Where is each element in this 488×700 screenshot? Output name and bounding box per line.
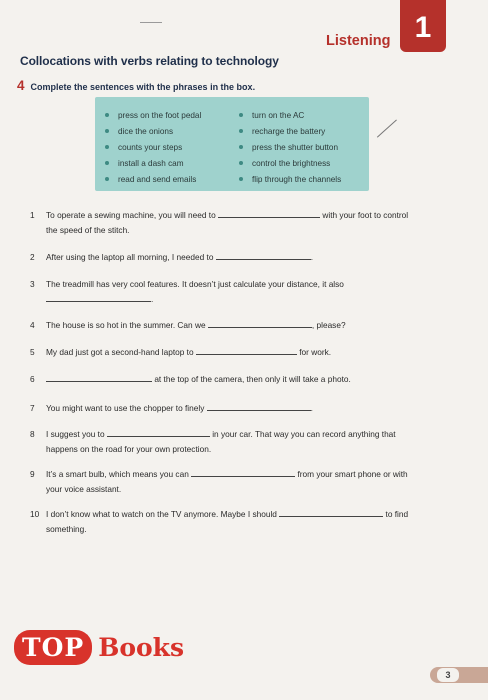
answer-blank[interactable] (46, 293, 151, 302)
sentence-item: 6 at the top of the camera, then only it will take a photo. (30, 372, 450, 387)
bullet-icon (105, 113, 109, 117)
page-title: Collocations with verbs relating to technology (20, 54, 279, 68)
sentence-item: 2 After using the laptop all morning, I needed to . (30, 250, 450, 265)
bullet-icon (239, 113, 243, 117)
exercise-number: 4 (17, 78, 25, 93)
bullet-icon (105, 129, 109, 133)
phrase-item: flip through the channels (239, 171, 341, 187)
answer-blank[interactable] (207, 402, 311, 411)
bullet-icon (105, 177, 109, 181)
logo-top-text: TOP (14, 630, 92, 665)
phrase-item: counts your steps (105, 139, 201, 155)
bullet-icon (239, 177, 243, 181)
sentence-number: 2 (30, 252, 35, 262)
answer-blank[interactable] (208, 319, 312, 328)
pen-mark (377, 119, 397, 137)
scan-mark (140, 22, 162, 23)
phrase-item: dice the onions (105, 123, 201, 139)
bullet-icon (239, 145, 243, 149)
phrase-item: control the brightness (239, 155, 341, 171)
exercise-heading (17, 78, 255, 93)
phrase-item: read and send emails (105, 171, 201, 187)
sentence-number: 7 (30, 403, 35, 413)
answer-blank[interactable] (218, 209, 320, 218)
sentence-number: 3 (30, 279, 35, 289)
phrase-item: press the shutter button (239, 139, 341, 155)
unit-number-tab: 1 (400, 0, 446, 52)
answer-blank[interactable] (196, 346, 297, 355)
answer-blank[interactable] (191, 468, 295, 477)
answer-blank[interactable] (46, 373, 152, 382)
answer-blank[interactable] (107, 428, 210, 437)
bullet-icon (239, 129, 243, 133)
phrase-column-left (105, 107, 201, 187)
sentence-item: 10 I don’t know what to watch on the TV anymore. Maybe I should to find something. (30, 509, 409, 534)
sentence-item: 1 To operate a sewing machine, you will need to with your foot to control the speed of the stitch. (30, 210, 409, 235)
phrase-item: recharge the battery (239, 123, 341, 139)
sentence-number: 9 (30, 469, 35, 479)
phrase-item: install a dash cam (105, 155, 201, 171)
bullet-icon (105, 145, 109, 149)
sentence-item: 4 The house is so hot in the summer. Can we , please? (30, 318, 450, 333)
sentence-number: 10 (30, 509, 40, 519)
sentence-number: 6 (30, 374, 35, 384)
answer-blank[interactable] (279, 508, 383, 517)
section-label: Listening (326, 33, 391, 49)
bullet-icon (105, 161, 109, 165)
sentence-number: 8 (30, 429, 35, 439)
sentence-number: 1 (30, 210, 35, 220)
page-number: 3 (437, 668, 459, 682)
phrase-box (95, 97, 369, 191)
sentence-item: 7 You might want to use the chopper to finely . (30, 401, 450, 416)
logo-books-text: Books (98, 633, 185, 662)
sentence-item: 8 I suggest you to in your car. That way you can record anything that happens on the road for your own protection. (30, 429, 396, 454)
phrase-item: turn on the AC (239, 107, 341, 123)
topbooks-logo (14, 630, 184, 665)
exercise-instruction: Complete the sentences with the phrases in the box. (30, 82, 256, 92)
answer-blank[interactable] (216, 251, 311, 260)
sentence-number: 5 (30, 347, 35, 357)
phrase-item: press on the foot pedal (105, 107, 201, 123)
sentence-number: 4 (30, 320, 35, 330)
bullet-icon (239, 161, 243, 165)
sentence-item: 9 It’s a smart bulb, which means you can from your smart phone or with your voice assistant. (30, 469, 408, 494)
sentence-item: 5 My dad just got a second-hand laptop to for work. (30, 345, 450, 360)
phrase-column-right (239, 107, 341, 187)
sentence-item: 3 The treadmill has very cool features. It doesn’t just calculate your distance, it also . (30, 279, 344, 304)
